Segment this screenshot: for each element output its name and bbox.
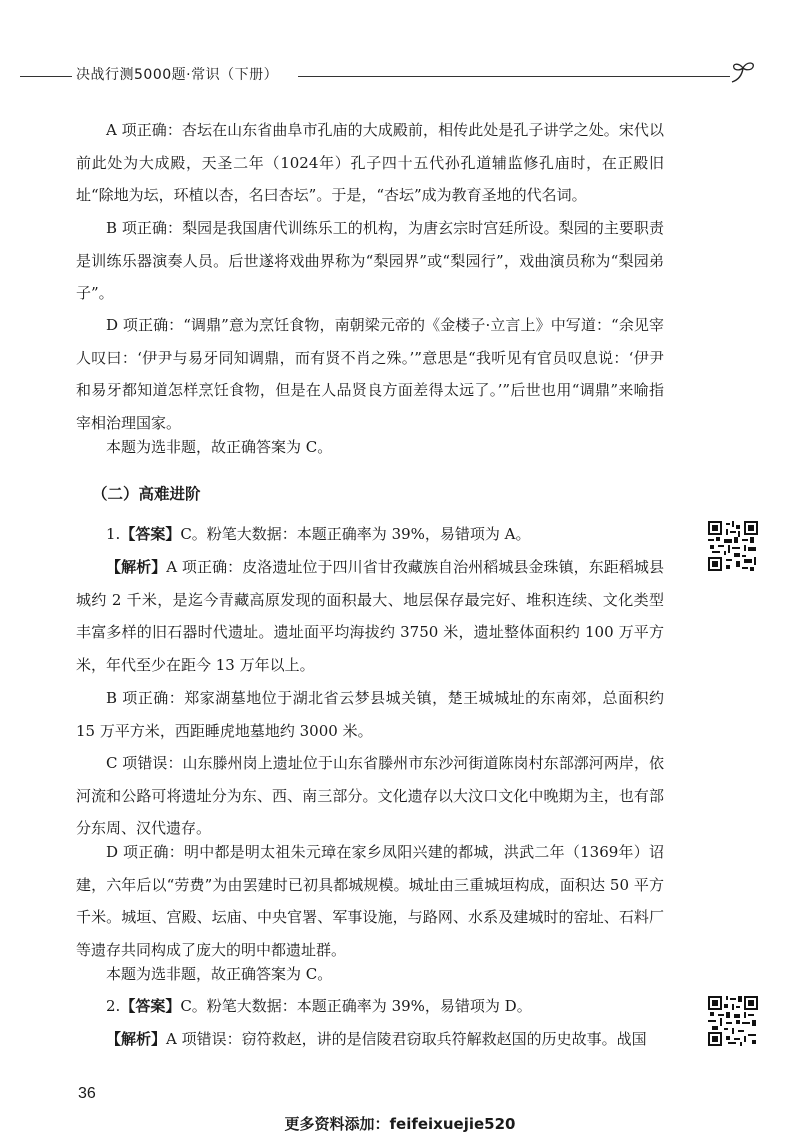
- header-rule-right: [298, 76, 730, 77]
- analysis-a-text: A 项错误：窃符救赵，讲的是信陵君窃取兵符解救赵国的历史故事。战国: [166, 1030, 647, 1048]
- answer-label: 【答案】: [120, 525, 181, 543]
- question-2-analysis-a: [76, 1023, 664, 1056]
- answer-label: 【答案】: [120, 997, 181, 1015]
- analysis-label: 【解析】: [106, 1030, 167, 1048]
- header-rule-left: [20, 76, 72, 77]
- answer-text: C。粉笔大数据：本题正确率为 39%，易错项为 D。: [180, 997, 532, 1015]
- running-header: [0, 58, 800, 94]
- paragraph-p3: D 项正确：“调鼎”意为烹饪食物，南朝梁元帝的《金楼子·立言上》中写道：“余见宰人叹曰：‘伊尹与易牙同知调鼎，而有贤不肖之殊。’”意思是“我听见有官员叹息说：‘伊尹和易牙都知道怎样烹饪食物，但是在人品贤良方面差得太远了。’”后世也用“调鼎”来喻指宰相治理国家。: [76, 316, 664, 432]
- answer-text: C。粉笔大数据：本题正确率为 39%，易错项为 A。: [180, 525, 531, 543]
- qr-code-icon[interactable]: [708, 996, 758, 1046]
- header-title: 决战行测5000题·常识（下册）: [76, 67, 279, 83]
- paragraph-p2: B 项正确：梨园是我国唐代训练乐工的机构，为唐玄宗时宫廷所设。梨园的主要职责是训练乐器演奏人员。后世遂将戏曲界称为“梨园界”或“梨园行”，戏曲演员称为“梨园弟子”。: [76, 219, 664, 302]
- question-1-analysis-a: [76, 551, 664, 681]
- paragraph-p4: 本题为选非题，故正确答案为 C。: [106, 438, 333, 456]
- question-1-answer: [76, 518, 664, 551]
- question-1-number: 1.: [106, 525, 121, 543]
- analysis-a-text: A 项正确：皮洛遗址位于四川省甘孜藏族自治州稻城县金珠镇，东距稻城县城约 2 千米，是迄今青藏高原发现的面积最大、地层保存最完好、堆积连续、文化类型丰富多样的旧石器时代遗址。遗址面平均海拔约 3750 米，遗址整体面积约 100 万平方米，年代至少在距今 13 万年以上。: [76, 558, 664, 674]
- paragraph-q1-end: 本题为选非题，故正确答案为 C。: [106, 965, 333, 983]
- paragraph-p1: A 项正确：杏坛在山东省曲阜市孔庙的大成殿前，相传此处是孔子讲学之处。宋代以前此处为大成殿，天圣二年（1024年）孔子四十五代孙孔道辅监修孔庙时，在正殿旧址“除地为坛，环植以杏，名曰杏坛”。于是，“杏坛”成为教育圣地的代名词。: [76, 121, 664, 204]
- section-heading: （二）高难进阶: [92, 485, 201, 503]
- qr-code-icon[interactable]: [708, 521, 758, 571]
- analysis-label: 【解析】: [106, 558, 167, 576]
- footer-note: 更多资料添加：feifeixuejie520: [284, 1115, 516, 1133]
- question-2-number: 2.: [106, 997, 121, 1015]
- page-number: 36: [78, 1085, 96, 1102]
- question-2-answer: [76, 990, 664, 1023]
- paragraph-q1-d: D 项正确：明中都是明太祖朱元璋在家乡凤阳兴建的都城，洪武二年（1369年）诏建，六年后以“劳费”为由罢建时已初具都城规模。城址由三重城垣构成，面积达 50 平方千米。城垣、宫殿、坛庙、中央官署、军事设施，与路网、水系及建城时的窑址、石料厂等遗存共同构成了庞大的明中都遗址群。: [76, 843, 664, 959]
- sprout-icon: [728, 58, 758, 88]
- paragraph-q1-b: B 项正确：郑家湖墓地位于湖北省云梦县城关镇，楚王城城址的东南郊，总面积约 15 万平方米，西距睡虎地墓地约 3000 米。: [76, 689, 664, 740]
- paragraph-q1-c: C 项错误：山东滕州岗上遗址位于山东省滕州市东沙河街道陈岗村东部漷河两岸，依河流和公路可将遗址分为东、西、南三部分。文化遗存以大汶口文化中晚期为主，也有部分东周、汉代遗存。: [76, 754, 664, 837]
